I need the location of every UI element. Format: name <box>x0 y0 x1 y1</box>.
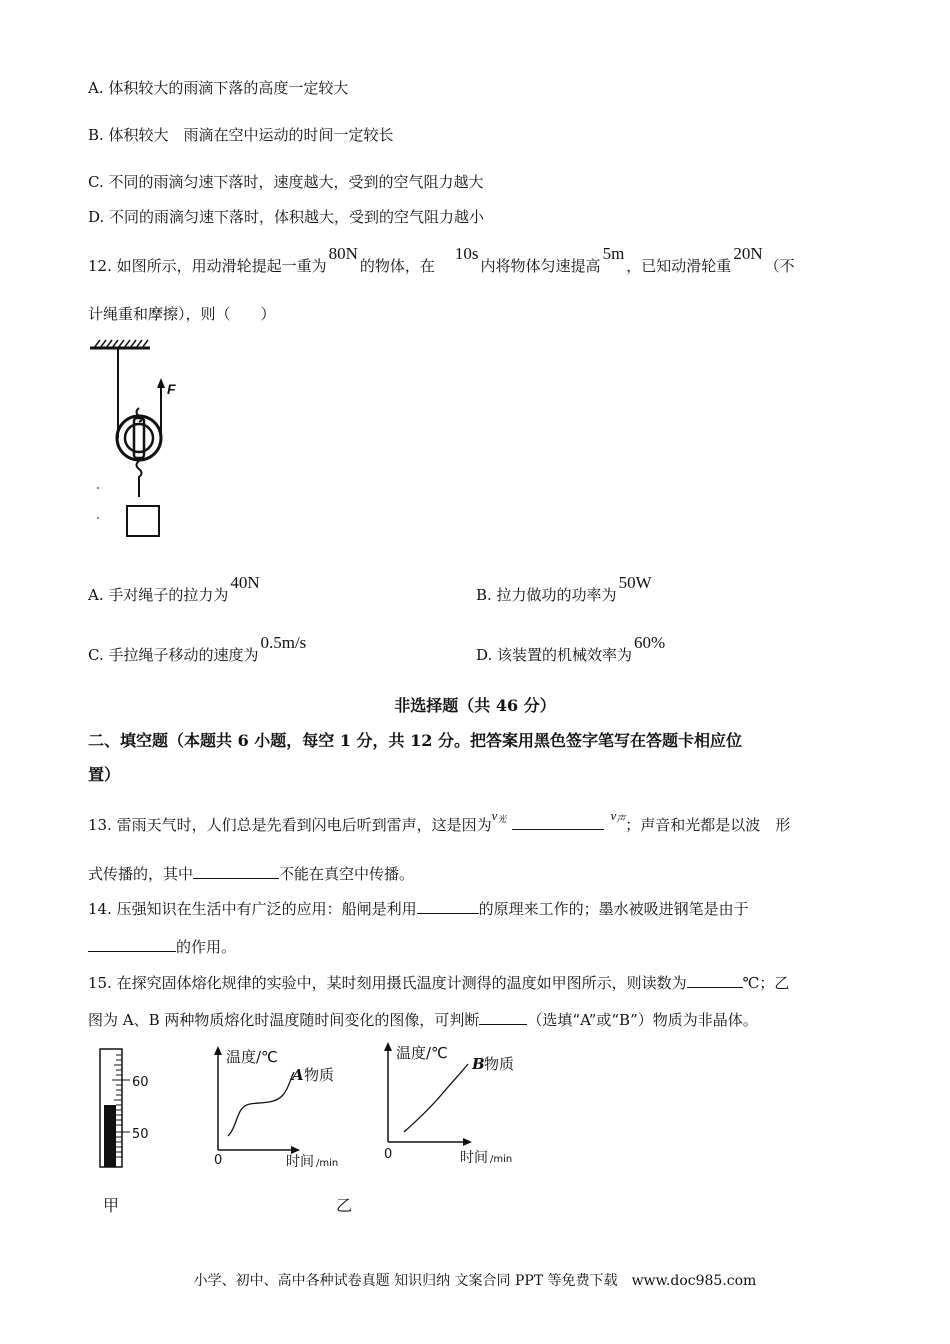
q15-line2 <box>88 1010 758 1030</box>
v-sound-subscript: 声 <box>616 814 626 824</box>
q15-line2-b: （选填“A”或“B”）物质为非晶体。 <box>527 1011 758 1029</box>
page-footer: 小学、初中、高中各种试卷真题 知识归纳 文案合同 PPT 等免费下载 www.doc985.com <box>193 1273 757 1289</box>
thermometer-figure <box>92 1047 162 1172</box>
q12-option-d-text: D. 该装置的机械效率为 <box>476 646 633 664</box>
part2-heading-line1: 二、填空题（本题共 6 小题，每空 1 分，共 12 分。把答案用黑色签字笔写在答题卡相应位 <box>88 731 742 750</box>
q15-line1 <box>88 973 789 993</box>
q13-line2-b: 不能在真空中传播。 <box>279 865 415 883</box>
q11-option-d: D. 不同的雨滴匀速下落时，体积越大，受到的空气阻力越小 <box>88 208 485 226</box>
caption-yi: 乙 <box>336 1196 353 1215</box>
graph-b <box>372 1036 532 1166</box>
q12-stem-line2: 计绳重和摩擦），则（ ） <box>88 305 276 323</box>
q13-line2-a: 式传播的，其中 <box>88 865 194 883</box>
graph-b-xunit: /min <box>490 1154 513 1165</box>
q12-option-c <box>88 633 308 665</box>
q14-part1: 14. 压强知识在生活中有广泛的应用：船闸是利用 <box>88 900 417 918</box>
q12-time: 10s <box>454 244 479 263</box>
tick-50: 50 <box>132 1127 149 1142</box>
section-title: 非选择题（共 46 分） <box>394 696 556 715</box>
q12-option-d <box>476 633 667 665</box>
v-light-subscript: 光 <box>497 814 507 824</box>
q12-option-d-value: 60% <box>634 633 666 652</box>
q11-option-a: A. 体积较大的雨滴下落的高度一定较大 <box>88 79 349 97</box>
q14-blank-1[interactable] <box>417 899 479 914</box>
part2-heading-line2: 置） <box>88 765 121 784</box>
q11-option-b: B. 体积较大 雨滴在空中运动的时间一定较长 <box>88 126 394 144</box>
q12-option-b <box>476 573 654 605</box>
q12-option-b-text: B. 拉力做功的功率为 <box>476 586 617 604</box>
q12-stem-line1 <box>88 244 795 276</box>
q13-line2 <box>88 864 414 884</box>
q12-pulley-weight: 20N <box>733 244 763 263</box>
q12-part5: （不 <box>764 257 795 275</box>
graph-a-origin: 0 <box>214 1153 223 1168</box>
q13-part1: 13. 雷雨天气时，人们总是先看到闪电后听到雷声，这是因为 <box>88 816 492 834</box>
graph-b-ylabel: 温度/℃ <box>396 1044 448 1062</box>
q13-blank-2[interactable] <box>193 864 279 879</box>
graph-a-substance: 物质 <box>304 1066 335 1084</box>
graph-a-xunit: /min <box>316 1158 339 1169</box>
graph-b-series-label: B <box>472 1055 485 1073</box>
q12-option-c-text: C. 手拉绳子移动的速度为 <box>88 646 259 664</box>
q15-part2: ℃；乙 <box>742 974 790 992</box>
graph-b-substance: 物质 <box>484 1055 515 1073</box>
pulley-figure <box>88 338 188 543</box>
q12-option-a <box>88 573 262 605</box>
v-sound <box>610 808 625 823</box>
q12-option-a-text: A. 手对绳子的拉力为 <box>88 586 229 604</box>
q14-part2: 的原理来工作的；墨水被吸进钢笔是由于 <box>478 900 749 918</box>
graph-a-series-label: A <box>292 1066 304 1084</box>
q12-height: 5m <box>602 244 625 263</box>
q15-blank-1[interactable] <box>687 973 743 988</box>
q15-part1: 15. 在探究固体熔化规律的实验中，某时刻用摄氏温度计测得的温度如甲图所示，则读数为 <box>88 974 687 992</box>
v-light-symbol: v <box>491 808 498 823</box>
force-label: F <box>167 381 176 397</box>
q12-weight: 80N <box>328 244 358 263</box>
graph-b-xlabel: 时间 <box>460 1150 488 1166</box>
q11-option-c: C. 不同的雨滴匀速下落时，速度越大，受到的空气阻力越大 <box>88 173 484 191</box>
graph-a <box>202 1040 352 1170</box>
q13-part2: ；声音和光都是以波 形 <box>625 816 791 834</box>
q15-blank-2[interactable] <box>479 1010 527 1025</box>
q14-blank-2[interactable] <box>88 937 176 952</box>
q13-blank-1[interactable] <box>512 815 604 830</box>
q12-part1: 12. 如图所示，用动滑轮提起一重为 <box>88 257 327 275</box>
graph-a-ylabel: 温度/℃ <box>226 1048 278 1066</box>
caption-jia: 甲 <box>103 1196 120 1215</box>
graph-a-xlabel: 时间 <box>286 1154 314 1170</box>
q15-line2-a: 图为 A、B 两种物质熔化时温度随时间变化的图像，可判断 <box>88 1011 480 1029</box>
q14-line2 <box>88 937 236 957</box>
v-light <box>492 808 507 823</box>
q12-option-a-value: 40N <box>230 573 260 592</box>
q12-part3: 内将物体匀速提高 <box>480 257 601 275</box>
tick-60: 60 <box>132 1075 149 1090</box>
q12-part2: 的物体，在 <box>359 257 435 275</box>
graph-b-origin: 0 <box>384 1147 393 1162</box>
q14-line2-text: 的作用。 <box>176 938 237 956</box>
q12-option-b-value: 50W <box>618 573 652 592</box>
q12-part4: ，已知动滑轮重 <box>626 257 732 275</box>
q13-line1 <box>88 808 791 837</box>
q14-line1 <box>88 899 749 919</box>
q12-option-c-value: 0.5m/s <box>260 633 307 652</box>
v-sound-symbol: v <box>610 808 617 823</box>
